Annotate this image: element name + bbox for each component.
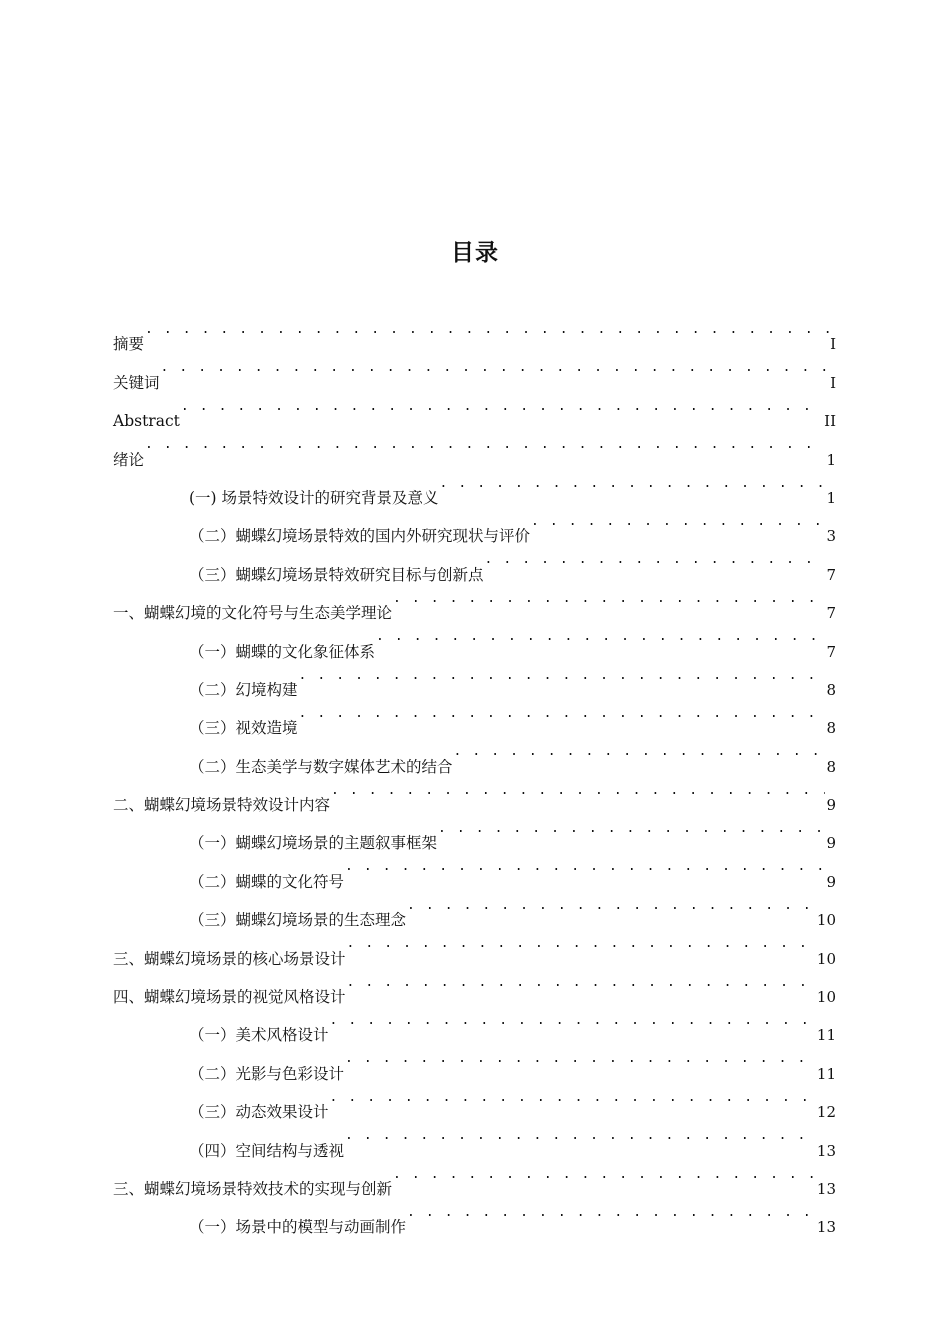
toc-entry-page-number: 10 [816,949,836,968]
toc-entry-label: （二）光影与色彩设计 [189,1064,345,1083]
toc-entry-label: （三）蝴蝶幻境场景的生态理念 [189,911,407,930]
toc-entry-page-number: 13 [816,1141,836,1160]
table-of-contents [113,311,836,1237]
toc-entry-label: （一）蝴蝶幻境场景的主题叙事框架 [189,834,438,853]
toc-entry-label: （一）场景中的模型与动画制作 [189,1218,407,1237]
toc-entry-label: （二）蝴蝶的文化符号 [189,872,345,891]
toc-dot-leader [181,388,823,426]
toc-dot-leader [145,311,829,349]
toc-entry-page-number: 9 [826,796,836,815]
toc-entry-page-number: 1 [826,488,836,507]
toc-entry-label: （三）动态效果设计 [189,1103,329,1122]
toc-entry-label: 三、蝴蝶幻境场景的核心场景设计 [113,949,346,968]
toc-dot-leader [454,733,826,771]
toc-entry-label: （一）美术风格设计 [189,1026,329,1045]
toc-dot-leader [330,1002,816,1040]
toc-entry-page-number: 7 [826,565,836,584]
toc-dot-leader [485,541,826,579]
toc-dot-leader [299,657,826,695]
toc-entry-label: 一、蝴蝶幻境的文化符号与生态美学理论 [113,604,393,623]
toc-dot-leader [376,618,825,656]
toc-entry-page-number: 10 [816,911,836,930]
toc-entry-label: 关键词 [113,373,160,392]
toc-entry-page-number: II [824,412,836,431]
page-title: 目录 [451,240,499,266]
toc-dot-leader [347,964,816,1002]
toc-entry-page-number: 11 [816,1064,836,1083]
toc-entry-page-number: 11 [816,1026,836,1045]
toc-entry-label: 二、蝴蝶幻境场景特效设计内容 [113,796,331,815]
toc-dot-leader [345,1117,816,1155]
toc-dot-leader [299,695,826,733]
toc-dot-leader [393,1156,816,1194]
toc-dot-leader [393,580,825,618]
toc-dot-leader [345,848,825,886]
toc-entry-label: (一) 场景特效设计的研究背景及意义 [189,488,439,507]
toc-dot-leader [161,349,830,387]
toc-entry[interactable] [113,311,836,354]
toc-entry-label: （二）生态美学与数字媒体艺术的结合 [189,757,453,776]
toc-entry-page-number: 7 [826,604,836,623]
toc-entry-page-number: I [830,335,836,354]
toc-dot-leader [345,1040,816,1078]
toc-entry-label: Abstract [113,412,180,431]
toc-dot-leader [438,810,825,848]
toc-entry-page-number: 8 [826,680,836,699]
toc-entry-label: 三、蝴蝶幻境场景特效技术的实现与创新 [113,1179,393,1198]
toc-entry-label: （二）蝴蝶幻境场景特效的国内外研究现状与评价 [189,527,531,546]
toc-entry-page-number: 1 [826,450,836,469]
toc-entry-label: （三）蝴蝶幻境场景特效研究目标与创新点 [189,565,484,584]
toc-entry-page-number: 7 [826,642,836,661]
toc-entry-page-number: 13 [816,1179,836,1198]
toc-dot-leader [145,426,825,464]
toc-entry[interactable] [113,349,836,392]
toc-entry-page-number: 3 [826,527,836,546]
toc-entry-page-number: 12 [816,1103,836,1122]
toc-entry[interactable] [113,426,836,469]
toc-entry[interactable] [113,465,836,507]
toc-entry-page-number: 10 [816,988,836,1007]
toc-dot-leader [331,772,825,810]
toc-entry-page-number: 9 [826,834,836,853]
toc-entry-label: （一）蝴蝶的文化象征体系 [189,642,376,661]
toc-entry-page-number: 13 [816,1218,836,1237]
toc-entry-label: （三）视效造境 [189,719,298,738]
toc-entry-label: 四、蝴蝶幻境场景的视觉风格设计 [113,988,346,1007]
toc-dot-leader [531,503,825,541]
toc-entry-page-number: 8 [826,719,836,738]
toc-entry-label: 摘要 [113,335,145,354]
toc-entry-page-number: I [830,373,836,392]
toc-entry-label: 绪论 [113,450,145,469]
toc-dot-leader [347,925,816,963]
toc-entry-page-number: 8 [826,757,836,776]
toc-entry-page-number: 9 [826,872,836,891]
toc-dot-leader [407,1194,816,1232]
toc-entry-label: （二）幻境构建 [189,680,298,699]
toc-entry[interactable] [113,388,836,431]
toc-dot-leader [407,887,816,925]
toc-dot-leader [440,465,826,503]
toc-entry-label: （四）空间结构与透视 [189,1141,345,1160]
toc-dot-leader [330,1079,816,1117]
